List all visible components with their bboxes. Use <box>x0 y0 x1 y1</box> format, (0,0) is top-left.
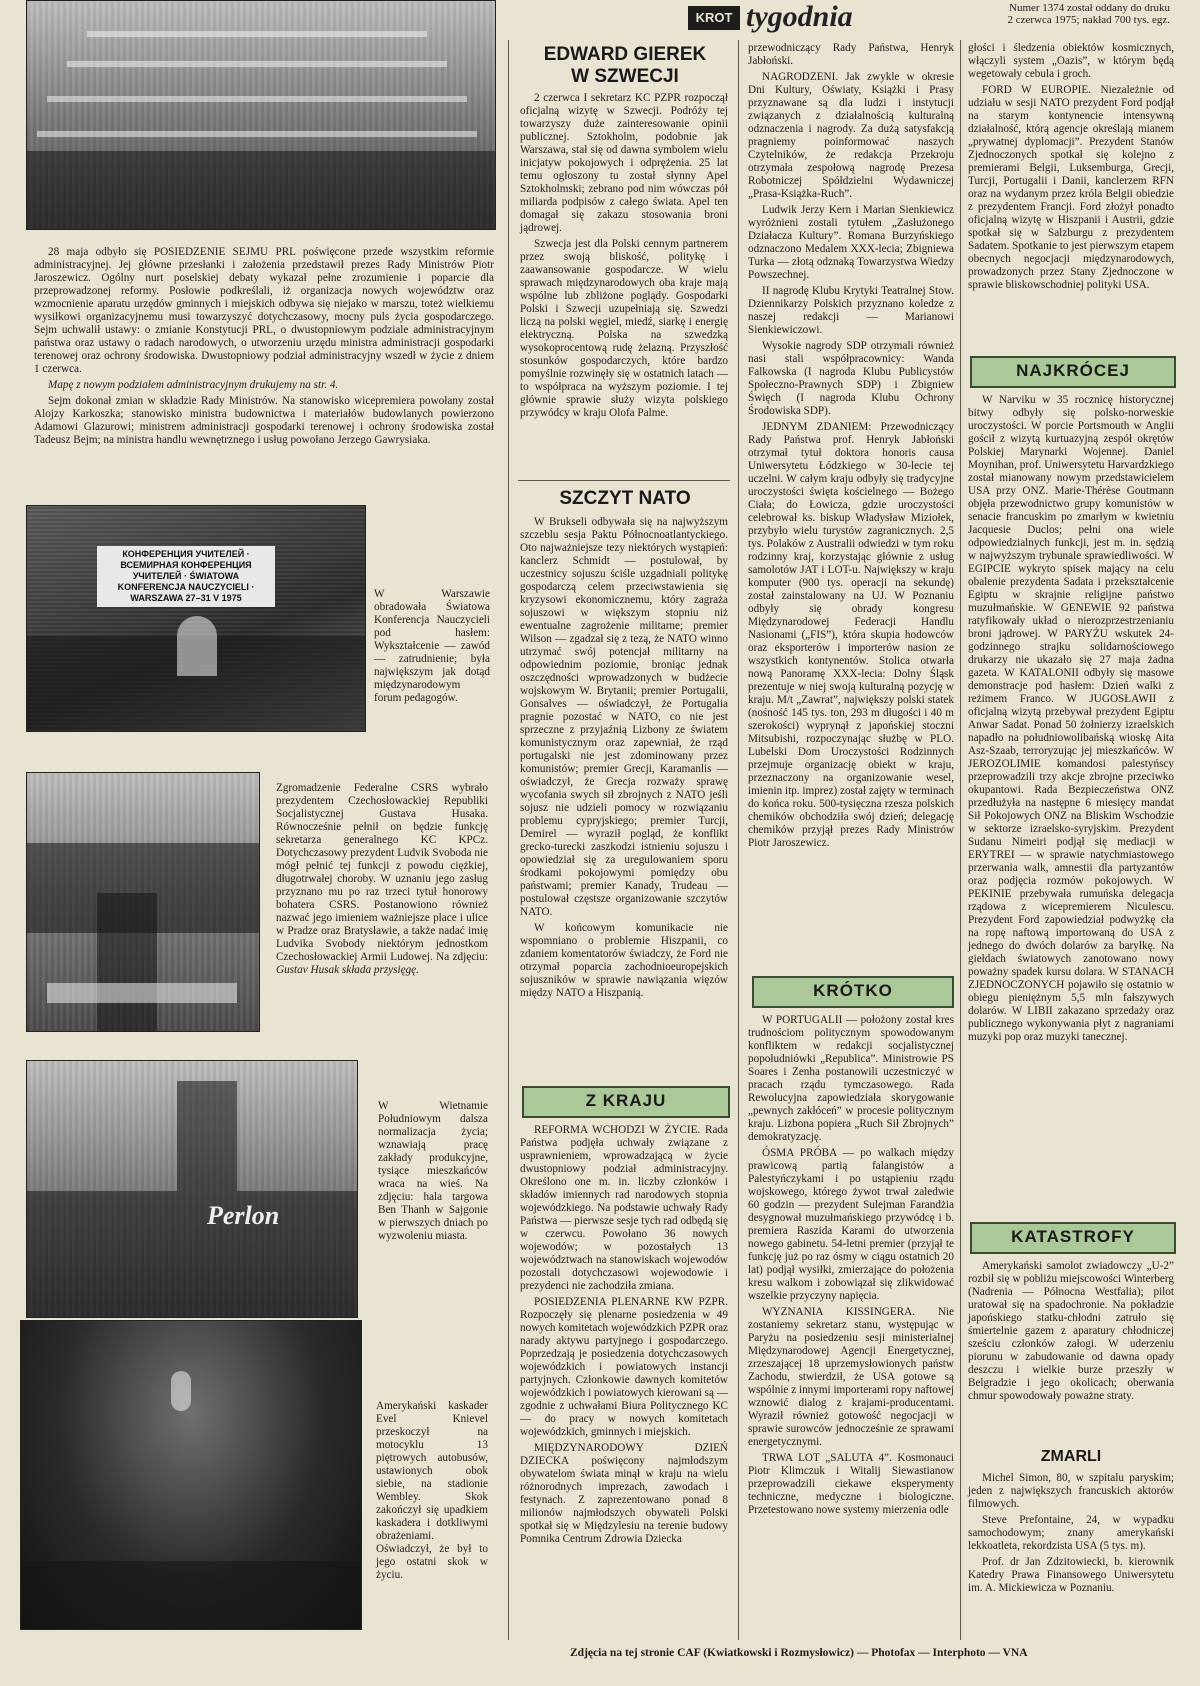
col3-paragraph: II nagrodę Klubu Krytyki Teatralnej Stow. Dziennikarzy Polskich przyznano koledze z naszej redakcji — Marianowi Sienkiewiczowi. <box>748 285 954 336</box>
sejm-article <box>34 246 494 450</box>
nato-article <box>520 516 728 1003</box>
masthead-meta <box>1008 2 1171 26</box>
teachers-caption: W Warszawie obradowała Światowa Konferencja Nauczycieli pod hasłem: Wykształcenie — zawód — zatrudnienie; była największym jak dotąd międzynarodowym forum pedagogów. <box>374 588 490 704</box>
gierek-paragraph: Szwecja jest dla Polski cennym partnerem przez swoją bliskość, politykę i zaawansowanie gospodarcze. W wielu sprawach międzynarodowych oba kraje mają wspólne lub zbliżone poglądy. Gospodarki Polski i Szwecji uzupełniają się. Szwedzi liczą na polski węgiel, miedź, siarkę i energię elektryczną. Polska na szwedzką wysokoprocentową rudę żelazną. Przyszłość stosunków gospodarczych, które bardzo pomyślnie rozwinęły się w ostatnich latach — to współpraca na wyższym poziomie. I tej głównie sprawie służy wizyta polskiego przywódcy w kraju Olofa Palme. <box>520 238 728 419</box>
z-kraju-header: Z KRAJU <box>522 1086 730 1118</box>
col3-paragraph: NAGRODZENI. Jak zwykle w okresie Dni Kultury, Oświaty, Książki i Prasy przyznawane są dla ludzi i instytucji związanych z działalnością kulturalną odznaczenia i nagrody. Za dużą satysfakcją pragniemy poinformować naszych Czytelników, że redakcja Przekroju otrzymała zespołową nagrodę Prezesa Robotniczej Spółdzielni Wydawniczej „Prasa-Książka-Ruch”. <box>748 71 954 200</box>
katastrofy-paragraph: Amerykański samolot zwiadowczy „U-2” rozbił się w pobliżu miejscowości Winterberg (Nadrenia — Północna Westfalia); pilot uratował się na spadochronie. Na pokładzie japońskiego statku-chłodni zatruło się śmiertelnie gazem z aparatury chłodniczej sześciu członków załogi. W uderzeniu piorunu w zabudowanie od dawna opady deszczu i wielkie burze przeszły w Belgradzie i jego okolicach; oberwania chmur spowodowały poważne straty. <box>968 1260 1174 1402</box>
col4-paragraph: głości i śledzenia obiektów kosmicznych, włączyli system „Oazis”, w którym będą wegetowały cebula i groch. <box>968 42 1174 80</box>
sejm-paragraph: Sejm dokonał zmian w składzie Rady Ministrów. Na stanowisko wicepremiera powołany został Alojzy Karkoszka; stanowisko ministra budownictwa i materiałów budowlanych powierzono Adamowi Glazurowi; ministrem administracji gospodarki terenowej i ochrony środowiska został Tadeusz Bejm; na ministra handlu wewnętrznego i usług powołano Jerzego Gawrysiaka. <box>34 395 494 446</box>
masthead-meta-line1: Numer 1374 został oddany do druku <box>1009 2 1170 14</box>
masthead-logo: KROT <box>688 6 740 30</box>
zmarli-headline: ZMARLI <box>1040 1448 1102 1465</box>
zmarli-article <box>968 1472 1174 1598</box>
sejm-map-note: Mapę z nowym podziałem administracyjnym drukujemy na str. 4. <box>48 379 339 391</box>
column-rule <box>508 40 509 1640</box>
z-kraju-article <box>520 1124 728 1549</box>
masthead-title: tygodnia <box>746 0 853 33</box>
column4-news <box>968 42 1174 295</box>
vietnam-caption: W Wietnamie Południowym dalsza normalizacja życia; wznawiają pracę zakłady produkcyjne, tysiące mieszkańców wraca na wieś. Na zdjęciu: hala targowa Ben Thanh w Sajgonie w pierwszych dniach po wyzwoleniu miasta. <box>378 1100 488 1242</box>
knievel-photo <box>20 1320 362 1630</box>
nato-paragraph: W końcowym komunikacie nie wspomniano o problemie Hiszpanii, co zdaniem komentatorów świadczy, że Ford nie otrzymał poparcia zachodnioeuropejskich sojuszników w sprawie nawiązania więzów między NATO a Hiszpanią. <box>520 922 728 999</box>
market-sign: Perlon <box>207 1201 280 1230</box>
gierek-headline <box>520 44 730 88</box>
col3-paragraph: Ludwik Jerzy Kern i Marian Sienkiewicz wyróżnieni zostali tytułem „Zasłużonego Działacza Kultury”. Romana Burzyńskiego odznaczono Medalem XXX-lecia; Zbigniewa Turka — złotą odznaką Towarzystwa Wiedzy Powszechnej. <box>748 204 954 281</box>
katastrofy-article <box>968 1260 1174 1406</box>
ben-thanh-market-photo <box>26 1060 358 1318</box>
col3-paragraph: JEDNYM ZDANIEM: Przewodniczący Rady Państwa prof. Henryk Jabłoński otrzymał tytuł doktora honoris causa Uniwersytetu Łódzkiego w 30-lecie tej uczelni. W całym kraju odbyły się tradycyjne uroczystości święta kościelnego — Bożego Ciała; do Łowicza, gdzie uroczystości celebrował ks. biskup Władysław Miziołek, przybyło wielu turystów zagranicznych. 2,5 tys. Polaków z Australii odwiedzi w tym roku rodzinny kraj, korzystając głównie z usług samolotów JAT i LOT-u. Największy w kraju komputer (900 tys. operacji na sekundę) został zainstalowany na UJ. W Poznaniu odbyły się obrady kongresu Międzynarodowej Federacji Handlu Nasionami („FIS”), która skupia hodowców oraz eksporterów i importerów nasion ze wszystkich kontynentów. Stolica otwarła nową Panoramę XXX-lecia: Dolny Śląsk prezentuje w niej swoją kulturalną pozycję w kraju. M/t „Zawrat”, największy polski statek (nośność 145 tys. ton, 293 m długości i 40 m szerokości) wyprynął z japońskiej stoczni Mitsubishi, rozpoczynając służbę w PLO. Lubelski Dom Uroczystości Rodzinnych przejmuje organizację obiekt w kraju, przeznaczony na organizowanie wesel, imienin itp. imprez) został zajęty w terminach do końca roku. 500-tysięczna rzesza polskich chemików obchodziła swój dzień; delegację chemików przyjął prezes Rady Ministrów Piotr Jaroszewicz. <box>748 421 954 849</box>
gierek-headline-line2: W SZWECJI <box>571 66 679 87</box>
column3-news <box>748 42 954 853</box>
najkrocej-article <box>968 394 1174 1047</box>
sejm-photo <box>26 0 496 230</box>
masthead-meta-line2: 2 czerwca 1975; nakład 700 tys. egz. <box>1007 14 1170 26</box>
krotko-paragraph: TRWA LOT „SALUTA 4”. Kosmonauci Piotr Klimczuk i Witalij Siewastianow przeprowadzili ciekawe eksperymenty techniczne, medyczne i biologiczne. Przetestowano nowe systemy mierzenia odle <box>748 1452 954 1516</box>
gierek-article <box>520 92 728 423</box>
zmarli-paragraph: Michel Simon, 80, w szpitalu paryskim; jeden z największych francuskich aktorów filmowych. <box>968 1472 1174 1510</box>
husak-caption-italic: Gustav Husak składa przysięgę. <box>276 964 419 976</box>
zmarli-paragraph: Prof. dr Jan Zdzitowiecki, b. kierownik Katedry Prawa Finansowego Uniwersytetu im. A. Mickiewicza w Poznaniu. <box>968 1556 1174 1594</box>
knievel-caption: Amerykański kaskader Evel Knievel przeskoczył na motocyklu 13 piętrowych autobusów, ustawionych obok siebie, na stadionie Wembley. Skok zakończył się upadkiem kaskadera i dotkliwymi obrażeniami. Oświadczył, że był to jego ostatni skok w życiu. <box>376 1400 488 1581</box>
conference-banner: КОНФЕРЕНЦИЯ УЧИТЕЛЕЙ · ВСЕМИРНАЯ КОНФЕРЕНЦИЯ УЧИТЕЛЕЙ · ŚWIATOWA KONFERENCJA NAUCZYCIELI · WARSZAWA 27–31 V 1975 <box>97 546 275 607</box>
husak-caption-text: Zgromadzenie Federalne CSRS wybrało prezydentem Czechosłowackiej Republiki Socjalistycznej Gustava Husaka. Równocześnie pełnił on będzie funkcję sekretarza generalnego KC KPCz. Dotychczasowy prezydent Ludvik Svoboda nie mógł pełnić tej funkcji z powodu ciężkiej, długotrwałej choroby. W uznaniu jego zasług przyznano mu po raz trzeci tytuł honorowy bohatera CSRS. Postanowiono również nazwać jego imieniem ważniejsze place i ulice w Pradze oraz Bratysławie, a także nadać imię Ludvika Svobody niektórym jednostkom Czechosłowackiej Armii Ludowej. Na zdjęciu: <box>276 782 488 963</box>
nato-headline: SZCZYT NATO <box>559 488 691 509</box>
krotko-paragraph: WYZNANIA KISSINGERA. Nie zostaniemy sekretarz stanu, występując w Paryżu na posiedzeniu sesji ministerialnej Międzynarodowej Agencji Energetycznej, zrzeszającej 18 uprzemysłowionych państw Zachodu, stwierdził, że USA gotowe są wspólnie z innymi importerami ropy naftowej wznowić dialog z krajami-producentami. Wyraził również gotowość negocjacji w sprawie surowców jednocześnie ze sprawami energetycznymi. <box>748 1306 954 1448</box>
krotko-paragraph: ÓSMA PRÓBA — po walkach między prawicową partią falangistów a Palestyńczykami i po ustąpieniu rządu wojskowego, którego żywot trwał zaledwie 60 godzin — prezydent Sulejman Farandżia desygnował muzułmańskiego przywódcę i b. premiera Raszida Karami do utworzenia nowego gabinetu. 54-letni premier (przyjął te funkcję już po raz ósmy w ciągu ostatnich 20 lat) podjął wysiłki, zmierzające do położenia kresu walkom i zobowiązał się zlikwidować wszelkie przyczyny napięcia. <box>748 1147 954 1302</box>
section-rule <box>518 480 730 481</box>
z-kraju-paragraph: MIĘDZYNARODOWY DZIEŃ DZIECKA poświęcony najmłodszym obywatelom świata minął w kraju na wielu różnorodnych imprezach, zawodach i festynach. Z zaprezentowano ponad 8 milionów najmłodszych obywateli Polski spotkał się w Międzylesiu na terenie budowy Pomnika Centrum Zdrowia Dziecka <box>520 1442 728 1545</box>
z-kraju-paragraph: POSIEDZENIA PLENARNE KW PZPR. Rozpoczęły się plenarne posiedzenia w 49 nowych komitetach wojewódzkich PZPR oraz narady aktywu partyjnego i gospodarczego. Poprzedzają je posiedzenia dotychczasowych wojewódzkich i powiatowych instancji partyjnych. Członkowie dawnych komitetów wojewódzkich i powiatowych kierowani są — zgodnie z uchwałami Biura Politycznego KC — do pracy w nowych komitetach wojewódzkich, gminnych i miejskich. <box>520 1296 728 1438</box>
gierek-headline-line1: EDWARD GIEREK <box>543 44 707 65</box>
teachers-conference-photo <box>26 505 366 732</box>
photo-credits: Zdjęcia na tej stronie CAF (Kwiatkowski i Rozmysłowicz) — Photofax — Interphoto — VNA <box>570 1647 1028 1659</box>
column-rule <box>738 40 739 1640</box>
husak-photo <box>26 772 260 1032</box>
husak-caption <box>276 782 488 977</box>
col3-paragraph: przewodniczący Rady Państwa, Henryk Jabłoński. <box>748 42 954 67</box>
col4-paragraph: FORD W EUROPIE. Niezależnie od udziału w sesji NATO prezydent Ford podjął na starym kontynencie intensywną działalność, którą agencje określają mianem „prywatnej dyplomacji”. Prezydent Stanów Zjednoczonych spotkał się kolejno z premierami Belgii, Luksemburga, Grecji, Turcji, Portugalii i Danii, kanclerzem RFN oraz na wydanym przez króla Belgii obiedzie z prezydentem Francji. Ford złożył ponadto oficjalną wizytę w Hiszpanii i Austrii, gdzie spotkał się w Salzburgu z prezydentem Sadatem. Spotkanie to jest pierwszym etapem obecnych negocjacji międzynarodowych, prowadzonych przez Stany Zjednoczone w sprawie bliskowschodniej polityki USA. <box>968 84 1174 291</box>
krotko-paragraph: W PORTUGALII — położony został kres trudnościom politycznym spowodowanym konfliktem w redakcji socjalistycznej popołudniówki „Republica”. Ministrowie PS Soares i Zenha postanowili uczestniczyć w pracach rządu tymczasowego. Rada Rewolucyjna zapowiedziała skorygowanie „pewnych zakłóceń” w procesie politycznym kraju. Lizbona popiera „Ruch Sił Zbrojnych” demokratyzację. <box>748 1014 954 1143</box>
krotko-article <box>748 1014 954 1520</box>
najkrocej-paragraph: W Narviku w 35 rocznicę historycznej bitwy odbyły się polsko-norweskie uroczystości. W porcie Portsmouth w Anglii gościł z wizytą kurtuazyjną zespół okrętów Polskiej Marynarki Wojennej. Daniel Moynihan, prof. Uniwersytetu Harvardzkiego został mianowany nowym przedstawicielem USA przy ONZ. Marie-Thérèse Goutmann objęła przewodnictwo grupy komunistów w senacie francuskim po zmarłym w kwietniu Jacquesie Duclos; pełni ona wiele odpowiedzialnych funkcji, jest m. in. sędzią w najwyższym trybunale sprawiedliwości. W EGIPCIE wykryto spisek mający na celu obalenie prezydenta Sadata i przekształcenie Egiptu w skrajnie religijne państwo muzułmańskie. W GENEWIE 92 państwa ratyfikowały układ o nierozprzestrzenianiu broni jądrowej. W PARYŻU wskutek 24-godzinnego strajku solidarnościowego drukarzy nie ukazało się 27 maja żadna gazeta. W KATALONII odbyły się masowe demonstracje pod hasłem: Dzień walki z reżimem Franco. W JUGOSŁAWII z oficjalną wizytą przebywał prezydent Egiptu Anwar Sadat. Ponad 50 żołnierzy izraelskich napadło na południowolibańską wioskę Aita Asz-Szaab, terroryzując jej mieszkańców. W JEROZOLIMIE komandosi palestyńscy przeprowadzili trzy akcje zbrojne przeciwko okupantowi. Rada Bezpieczeństwa ONZ przedłużyła na następne 6 miesięcy mandat Sił Pokojowych ONZ na Bliskim Wschodzie w sektorze izraelsko-syryjskim. Prezydent Sudanu Nimeiri podjął się mediacji w ERYTREI — w sprawie natychmiastowego przerwania walk, amnestii dla partyzantów oraz podjęcia rozmów pokojowych. W PEKINIE przebywała rumuńska delegacja rządowa z wicepremierem Niculescu. Prezydent Ford zapowiedział podwyżkę cła na ropę naftową importowaną do USA z jednego do dwóch dolarów za baryłkę. Na giełdach światowych zanotowano nowy poważny spadek kursu dolara. W STANACH ZJEDNOCZONYCH pojawiło się ostatnio w obiegu pieniężnym 5,5 mln fałszywych dolarów. W LIBII zakazano sprzedaży oraz publicznego wykonywania płyt z nagraniami muzyki pop oraz muzyki tanecznej. <box>968 394 1174 1043</box>
col3-paragraph: Wysokie nagrody SDP otrzymali również nasi stali współpracownicy: Wanda Falkowska (I nagroda Klubu Publicystów Społeczno-Prawnych SDP) i Zbigniew Święch (I nagroda Klubu Ochrony Środowiska SDP). <box>748 340 954 417</box>
zmarli-paragraph: Steve Prefontaine, 24, w wypadku samochodowym; znany amerykański lekkoatleta, rekordzista USA (5 tys. m). <box>968 1514 1174 1552</box>
column-rule <box>960 40 961 1640</box>
z-kraju-paragraph: REFORMA WCHODZI W ŻYCIE. Rada Państwa podjęła uchwały związane z usprawnieniem, wprowadzającą w życie dwustopniowy podział administracyjny. Określono one m. in. liczby członków i składów imiennych rad narodowych stopnia wojewódzkiego. Na podstawie uchwały Rady Państwa — pierwsze sesje tych rad odbędą się w czerwcu. Powołano 36 nowych wojewodów; w pozostałych 13 województwach na stanowiskach wojewodów pozostali dotychczasowi wojewodowie i prezydenci nie zachodziła zmiana. <box>520 1124 728 1292</box>
katastrofy-header: KATASTROFY <box>970 1222 1176 1254</box>
gierek-paragraph: 2 czerwca I sekretarz KC PZPR rozpoczął oficjalną wizytę w Szwecji. Podróży tej towarzyszy duże zainteresowanie opinii publicznej. Sztokholm, podobnie jak Warszawa, stał się od dawna symbolem wielu inicjatyw pokojowych i odprężenia. 25 lat temu ogłoszony tu został słynny Apel Sztokholmski; zebrano pod nim wówczas pół miliarda podpisów z całego świata. Apel ten domagał się zakazu stosowania broni jądrowej. <box>520 92 728 234</box>
nato-paragraph: W Brukseli odbywała się na najwyższym szczeblu sesja Paktu Północnoatlantyckiego. Oto najważniejsze tezy niektórych wystąpień: kanclerz Schmidt — postulował, by uczestnicy sojuszu ściśle uzgadniali politykę gospodarczą celem przeciwstawienia się kryzysowi ekonomicznemu, który zagraża sojuszowi w większym stopniu niż ewentualne zagrożenie militarne; premier Wilson — zgadzał się z tezą, że NATO winno utrzymać swój potencjał militarny na odpowiednim poziomie, broniąc jednak oszczędności wprowadzonych w budżecie wojskowym W. Brytanii; premier Portugalii, Gonsalves — oświadczył, że Portugalia pragnie pozostać w NATO, co nie jest sprzeczne z przyjaźnią Lizbony ze światem komunistycznym oraz zapewniał, że rząd portugalski nie jest zdominowany przez komunistów; premier Grecji, Karamanlis — oświadczył, że Grecja rozważy sprawę wycofania swych sił zbrojnych z NATO jeśli sojusz nie udzieli pomocy w rozwiązaniu problemu cypryjskiego; premier Turcji, Demirel — wyraził pogląd, że konflikt grecko-turecki zaszkodzi istnieniu sojuszu i opowiedział się za uregulowaniem sporu środkami pokojowymi pomiędzy obu państwami; premier Kanady, Trudeau — postulował częstsze organizowanie szczytów NATO. <box>520 516 728 918</box>
najkrocej-header: NAJKRÓCEJ <box>970 356 1176 388</box>
sejm-paragraph: 28 maja odbyło się POSIEDZENIE SEJMU PRL poświęcone przede wszystkim reformie administracyjnej. Jej główne przesłanki i założenia przedstawił prezes Rady Ministrów Piotr Jaroszewicz. Ogólny nurt poselskiej debaty wykazał pełne zrozumienie i poparcie dla przeprowadzonej reformy. Posłowie podkreślali, iż organizacja nowych województw oraz wzmocnienie aparatu urzędów gminnych i miejskich odbywa się niejako w marszu, toteż wielkiemu wysiłkowi organizacyjnemu musi towarzyszyć dotychczasowy, mocny puls życia gospodarczego. Sejm uchwalił ustawy: o zmianie Konstytucji PRL, o dwustopniowym podziale administracyjnym państwa oraz ustawy o radach narodowych, o utworzeniu urzędu ministra administracji gospodarki terenowej oraz ochrony środowiska. Dwustopniowy podział administracyjny wszedł w życie z dniem 1 czerwca. <box>34 246 494 375</box>
krotko-header: KRÓTKO <box>752 976 954 1008</box>
